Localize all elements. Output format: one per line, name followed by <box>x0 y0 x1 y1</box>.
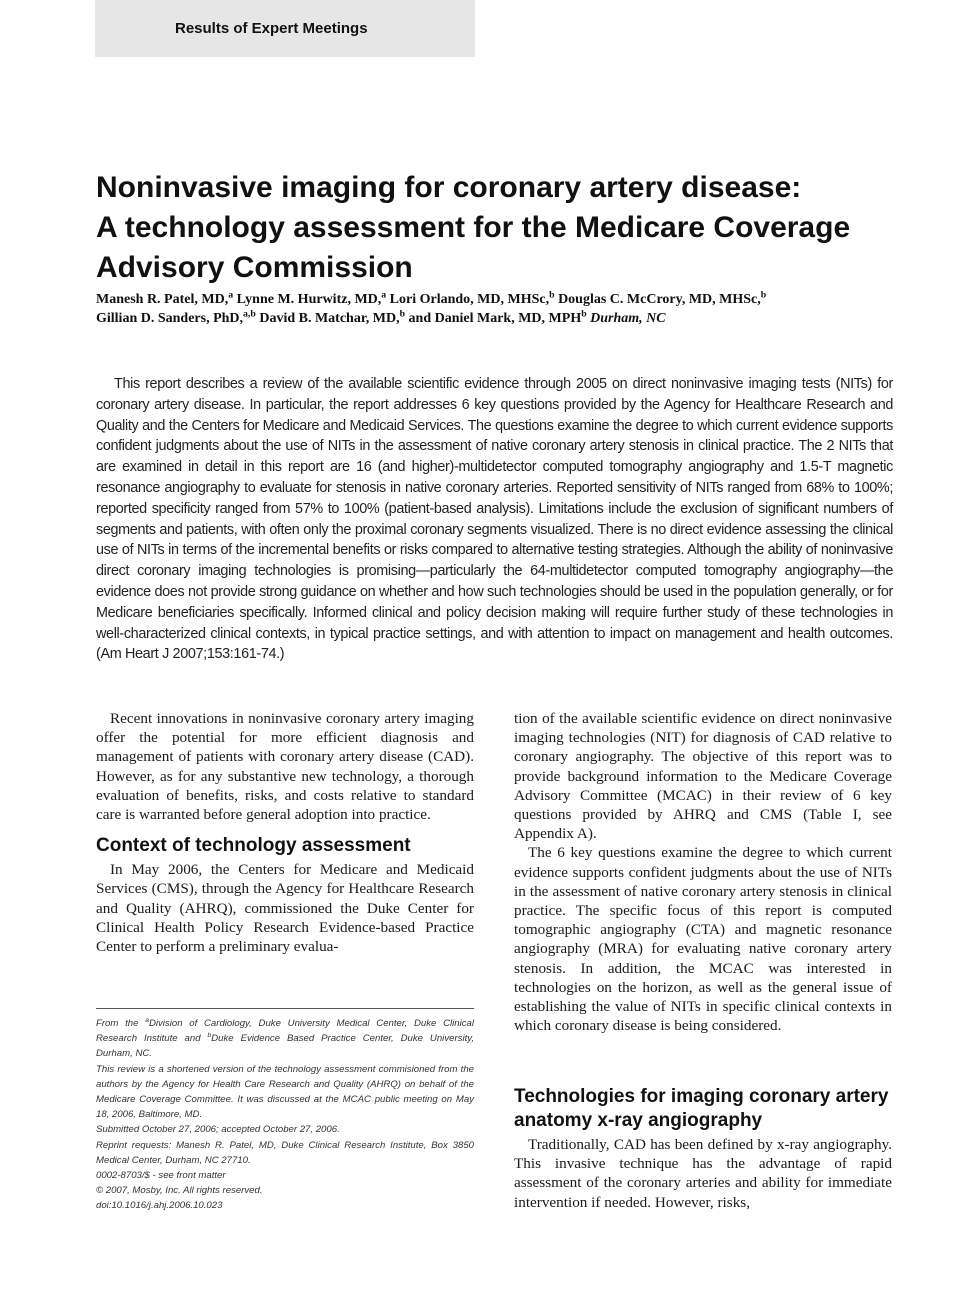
author-list <box>96 290 896 328</box>
shortened-note: This review is a shortened version of the technology assessment commisioned from the authors by the Agency for Health Care Research and Quality (AHRQ) on behalf of the Medicare Coverage Committee. It was discussed at the MCAC public meeting on May 18, 2006, Baltimore, MD. <box>96 1063 474 1121</box>
body-paragraph: The 6 key questions examine the degree to which current evidence supports confident judgments about the use of NITs in the assessment of native coronary artery stenosis in clinical practice. The specific focus of this report is computed tomographic angiography (CTA) and magnetic resonance angiography (MRA) for evaluating native coronary artery stenosis. In addition, the MCAC was interested in technologies on the horizon, as well as the general issue of establishing the value of NITs in specific clinical contexts in which coronary disease is being considered. <box>514 844 892 1035</box>
author: Douglas C. McCrory, MD, MHSc,$^b$ <box>558 289 767 307</box>
copyright-note: © 2007, Mosby, Inc. All rights reserved. <box>96 1185 263 1197</box>
section-heading: Technologies for imaging coronary artery anatomy x-ray angiography <box>514 1086 889 1131</box>
author: David B. Matchar, MD,$^b$ <box>259 308 406 326</box>
title-line: A technology assessment for the Medicare Coverage <box>96 211 851 244</box>
intro-paragraph: Recent innovations in noninvasive coronary artery imaging offer the potential for more efficient diagnosis and management of patients with coronary artery disease (CAD). However, as for any substantive new technology, a thorough evaluation of benefits, risks, and costs relative to standard care is warranted before general adoption into practice. <box>96 710 474 824</box>
author: Manesh R. Patel, MD,$^a$ <box>96 289 234 307</box>
doi-note: doi:10.1016/j.ahj.2006.10.023 <box>96 1200 223 1212</box>
body-paragraph: In May 2006, the Centers for Medicare and Medicaid Services (CMS), through the Agency for Healthcare Research and Quality (AHRQ), commissioned the Duke Center for Clinical Health Policy Research Evidence-based Practice Center to perform a preliminary evalua- <box>96 861 474 956</box>
author-location: Durham, NC <box>590 311 666 326</box>
banner-label: Results of Expert Meetings <box>175 20 368 37</box>
body-column-right <box>514 709 892 1035</box>
body-column-left <box>96 709 474 956</box>
section-heading: Context of technology assessment <box>96 835 411 857</box>
submitted-note: Submitted October 27, 2006; accepted October 27, 2006. <box>96 1124 340 1136</box>
title-line: Noninvasive imaging for coronary artery disease: <box>96 171 802 204</box>
author: Lori Orlando, MD, MHSc,$^b$ <box>389 289 555 307</box>
footnotes <box>96 1016 474 1214</box>
author: Lynne M. Hurwitz, MD,$^a$ <box>236 289 387 307</box>
footnote-divider <box>96 1008 474 1009</box>
body-paragraph: Traditionally, CAD has been defined by x-ray angiography. This invasive technique has the advantage of rapid assessment of the coronary arteries and ability for immediate intervention if needed. However, risks, <box>514 1136 892 1211</box>
reprint-note: Reprint requests: Manesh R. Patel, MD, Duke Clinical Research Institute, Box 3850 Medical Center, Durham, NC 27710. <box>96 1139 474 1166</box>
article-title <box>96 168 896 288</box>
abstract: This report describes a review of the available scientific evidence through 2005 on direct noninvasive imaging tests (NITs) for coronary artery disease. In particular, the report addresses 6 key questions provided by the Agency for Healthcare Research and Quality and the Centers for Medicare and Medicaid Services. The questions examine the degree to which current evidence supports confident judgments about the use of NITs in the assessment of native coronary artery stenosis in clinical practice. The 2 NITs that are examined in detail in this report are 16 (and higher)-multidetector computed tomography angiography and 1.5-T magnetic resonance angiography to evaluate for stenosis in native coronary arteries. Reported sensitivity of NITs ranged from 68% to 100%; reported specificity ranged from 57% to 100% (patient-based analysis). Limitations include the exclusion of significant numbers of segments and patients, with often only the proximal coronary segments visualized. There is no direct evidence assessing the clinical use of NITs in terms of the incremental benefits or risks compared to alternative testing strategies. Although the ability of noninvasive direct coronary imaging technologies is promising—particularly the 64-multidetector computed tomography angiography—the evidence does not provide strong guidance on whether and how such technologies should be used in the population generally, or for Medicare beneficiaries specifically. Informed clinical and policy decision making will require further study of these technologies in well-characterized clinical contexts, in typical practice settings, and with attention to impact on management and health outcomes. (Am Heart J 2007;153:161-74.) <box>96 376 893 663</box>
author: and Daniel Mark, MD, MPH$^b$ <box>408 308 587 326</box>
author: Gillian D. Sanders, PhD,$^{a,b}$ <box>96 308 256 326</box>
affiliations: From the $^a$Division of Cardiology, Duke University Medical Center, Duke Clinical Research Institute and $^b$Duke Evidence Based Practice Center, Duke University, Durham, NC. <box>96 1016 474 1060</box>
section-banner <box>95 0 475 57</box>
title-line: Advisory Commission <box>96 251 413 284</box>
body-column-right-lower <box>514 1085 892 1212</box>
body-paragraph: tion of the available scientific evidence on direct noninvasive imaging technologies (NIT) for diagnosis of CAD relative to coronary angiography. The objective of this report was to provide background information to the Medicare Coverage Advisory Committee (MCAC) in their review of 6 key questions provided by AHRQ and CMS (Table I, see Appendix A). <box>514 710 892 843</box>
issn-note: 0002-8703/$ - see front matter <box>96 1170 226 1182</box>
